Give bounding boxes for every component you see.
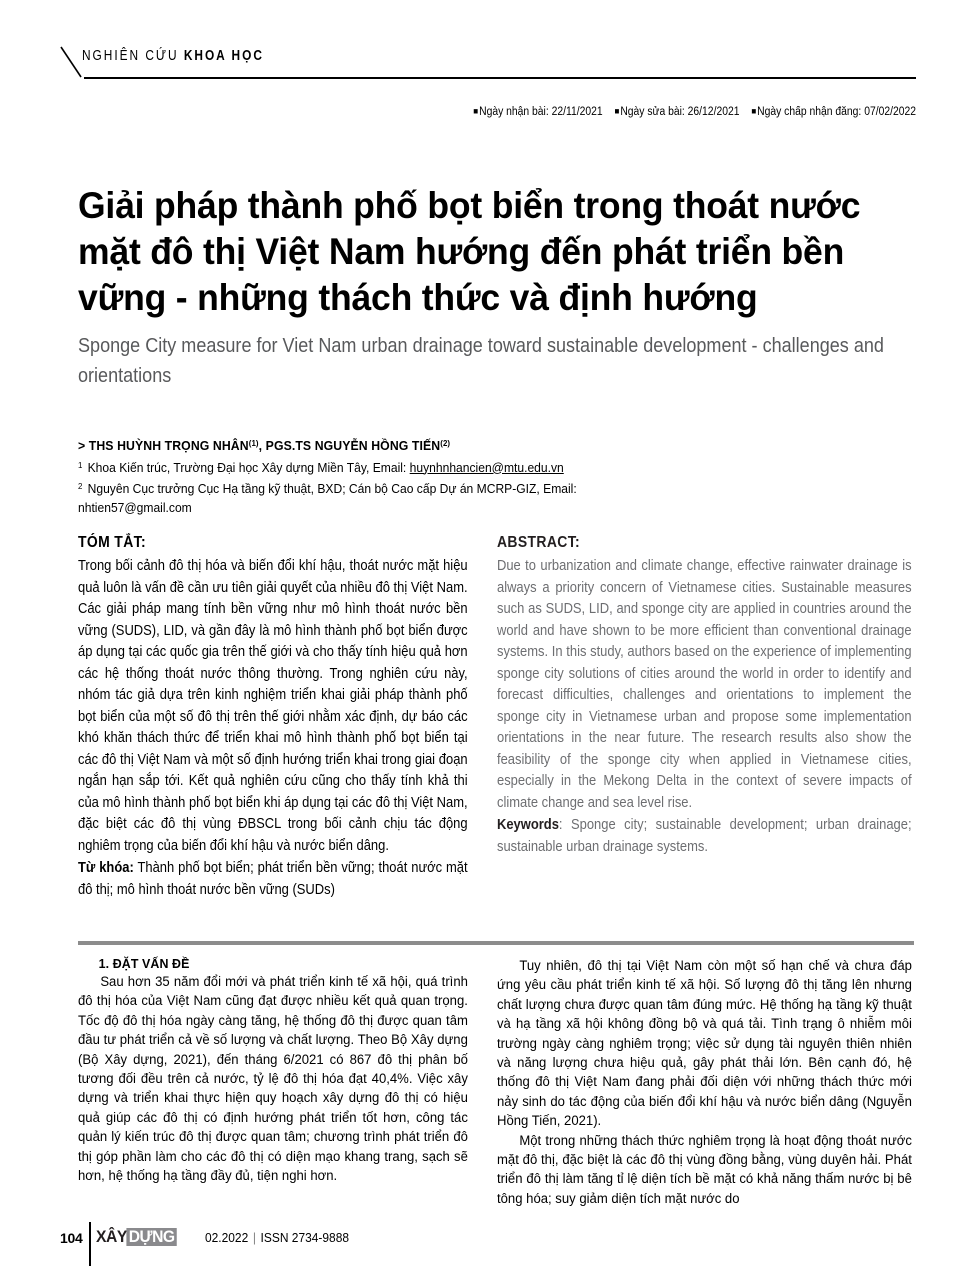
running-head [60, 44, 916, 84]
square-bullet-icon: ■ [473, 106, 479, 116]
page-subtitle-english: Sponge City measure for Viet Nam urban drainage toward sustainable development - challenges and orientations [78, 334, 884, 387]
keywords-english [497, 815, 912, 858]
abstract-english-heading: ABSTRACT: [497, 534, 581, 551]
author-block [78, 434, 673, 517]
body-column-right [497, 956, 912, 1208]
date-received-label: Ngày nhận bài: [479, 106, 549, 118]
section-divider [78, 941, 914, 945]
date-accepted [751, 106, 916, 118]
abstract-vietnamese-body: Trong bối cảnh đô thị hóa và biến đổi khí hậu, thoát nước mặt hiệu quả luôn là vấn đề cần ưu tiên giải quyết của nhiều đô thị Việt Nam. Các giải pháp mang tính bền vững như mô hình thoát nước bền vững (SUDS), LID, và gần đây là mô hình thành phố bọt biển được áp dụng tại các quốc gia trên thế giới và cho thấy tính hiệu quả hơn các hệ thống thoát nước thông thường. Trong nghiên cứu này, nhóm tác giả dựa trên kinh nghiệm triển khai giải pháp thành phố bọt biển của một số đô thị trên thế giới nhằm xác định, dự báo các khó khăn thách thức để triển khai mô hình thành phố bọt biển tại các đô thị Việt Nam và một số định hướng triển khai trong giai đoạn ngắn hạn sắp tới. Kết quả nghiên cứu cũng cho thấy tính khả thi của mô hình thành phố bọt biển khi áp dụng tại các đô thị Việt Nam, đặc biệt các đô thị vùng ĐBSCL trong bối cảnh chịu tác động nghiêm trọng của biến đổi khí hậu và nước biển dâng. [78, 558, 468, 854]
author-names [78, 434, 673, 456]
page-title: Giải pháp thành phố bọt biển trong thoát nước mặt đô thị Việt Nam hướng đến phát triển bền vững - những thách thức và định hướng [78, 185, 861, 318]
affiliation-1-marker: 1 [78, 459, 83, 470]
date-accepted-label: Ngày chấp nhận đăng: [757, 106, 862, 118]
section-heading: 1. ĐẶT VẤN ĐỀ [98, 956, 190, 971]
running-head-text [82, 48, 264, 64]
footer-separator: | [252, 1230, 256, 1245]
journal-logo-part2: DỰNG [128, 1228, 175, 1246]
date-received-value: 22/11/2021 [551, 106, 603, 118]
abstract-english [497, 534, 912, 858]
journal-logo-part1: XÂY [96, 1228, 127, 1246]
body-paragraph: Một trong những thách thức nghiêm trọng là hoạt động thoát nước mặt đô thị, đặc biệt là các đô thị vùng đồng bằng, vùng duyên hải. Phát triển đô thị làm tăng tỉ lệ diện tích bề mặt có khả năng thấm nước bị bê tông hóa; suy giảm diện tích mặt nước do [497, 1131, 912, 1206]
author-name-2: , PGS.TS NGUYỄN HỒNG TIẾN [258, 438, 441, 453]
author-2-marker: (2) [440, 438, 451, 448]
affiliation-2 [78, 477, 673, 517]
issue-date: 02.2022 [205, 1230, 249, 1245]
square-bullet-icon: ■ [614, 106, 620, 116]
running-head-rule [84, 77, 916, 79]
footer-meta [205, 1230, 349, 1245]
abstract-vietnamese [78, 534, 468, 901]
affiliation-1-email-link[interactable]: huynhnhancien@mtu.edu.vn [409, 459, 564, 475]
author-1-marker: (1) [248, 438, 259, 448]
journal-logo [96, 1228, 177, 1247]
square-bullet-icon: ■ [751, 106, 757, 116]
running-head-text-bold: KHOA HỌC [183, 48, 264, 64]
diagonal-slash-icon [60, 46, 82, 80]
body-column-left [78, 956, 468, 1185]
date-revised-label: Ngày sửa bài: [620, 106, 685, 118]
footer-divider-bar [89, 1222, 91, 1266]
page-number: 104 [60, 1230, 83, 1246]
keywords-english-value: : Sponge city; sustainable development; urban drainage; sustainable urban drainage systems. [497, 817, 912, 855]
keywords-vietnamese [78, 858, 468, 901]
author-name-1: THS HUỲNH TRỌNG NHÂN [88, 438, 249, 453]
publication-dates [146, 106, 916, 118]
affiliation-2-marker: 2 [78, 481, 83, 491]
keywords-english-label: Keywords [497, 817, 559, 833]
date-accepted-value: 07/02/2022 [864, 106, 916, 118]
date-revised-value: 26/12/2021 [687, 106, 740, 118]
issn: ISSN 2734-9888 [260, 1230, 349, 1245]
date-revised [615, 106, 740, 118]
affiliation-1-text: Khoa Kiến trúc, Trường Đại học Xây dựng Miền Tây, Email: [84, 459, 410, 475]
keywords-vietnamese-value: Thành phố bọt biển; phát triển bền vững; thoát nước mặt đô thị; mô hình thoát nước bền vững (SUDs) [78, 860, 468, 898]
keywords-vietnamese-label: Từ khóa: [78, 860, 134, 876]
author-names-prefix: > [78, 438, 89, 453]
abstract-english-body: Due to urbanization and climate change, effective rainwater drainage is always a priority concern of Vietnamese cities. Sustainable measures such as SUDS, LID, and sponge city are applied in countries around the world and have shown to be more efficient than conventional drainage systems. In this study, authors based on the experience of implementing sponge city solutions of cities around the world in order to identify and forecast difficulties, challenges and orientations to implement the sponge city in Vietnamese urban and propose some implementation orientations in the near future. The research results also show the feasibility of the sponge city when applied in Vietnamese cities, especially in the Mekong Delta in the context of severe impacts of climate change and sea level rise. [497, 558, 912, 811]
affiliation-2-text: Nguyên Cục trưởng Cục Hạ tầng kỹ thuật, BXD; Cán bộ Cao cấp Dự án MCRP-GIZ, Email: nhtien57@gmail.com [78, 481, 577, 515]
running-head-text-light: NGHIÊN CỨU [82, 48, 179, 64]
date-received [473, 106, 602, 118]
abstract-vietnamese-heading: TÓM TẮT: [78, 534, 146, 551]
affiliation-1 [78, 456, 673, 478]
title-block [78, 183, 918, 391]
body-paragraph: Sau hơn 35 năm đổi mới và phát triển kinh tế xã hội, quá trình đô thị hóa của Việt Nam cũng đạt được nhiều kết quả quan trọng. Tốc độ đô thị hóa ngày càng tăng, hệ thống đô thị được quan tâm đầu tư phát triển cả về số lượng và chất lượng. Theo Bộ Xây dựng (Bộ Xây dựng, 2021), đến tháng 6/2021 có 867 đô thị phân bố tương đối đều trên cả nước, tỷ lệ đô thị hóa đạt 40,4%. Việc xây dựng và triển khai thực hiện quy hoạch xây dựng đô thị có hiệu quả giúp các đô thị có định hướng phát triển tốt hơn, công tác quản lý kiến trúc đô thị được quan tâm; chương trình phát triển đô thị góp phần làm cho các đô thị có diện mạo khang trang, sạch sẽ hơn, hệ thống hạ tầng đầy đủ, tiện nghi hơn. [78, 973, 468, 1184]
body-paragraph: Tuy nhiên, đô thị tại Việt Nam còn một số hạn chế và chưa đáp ứng yêu cầu phát triển kinh tế xã hội. Số lượng đô thị tăng lên nhưng chất lượng chưa được quan tâm đúng mức. Hệ thống hạ tầng kỹ thuật và hạ tầng xã hội không đồng bộ và quá tải. Tình trạng ô nhiễm môi trường ngày càng nghiêm trọng; việc sử dụng tài nguyên thiên nhiên và năng lượng chưa hiệu quả, gây phát thải lớn. Bên cạnh đó, hệ thống đô thị Việt Nam đang phải đối diện với những thách thức mới nảy sinh do tác động của biến đổi khí hậu và nước biển dâng (Nguyễn Hồng Tiến, 2021). [497, 957, 912, 1129]
